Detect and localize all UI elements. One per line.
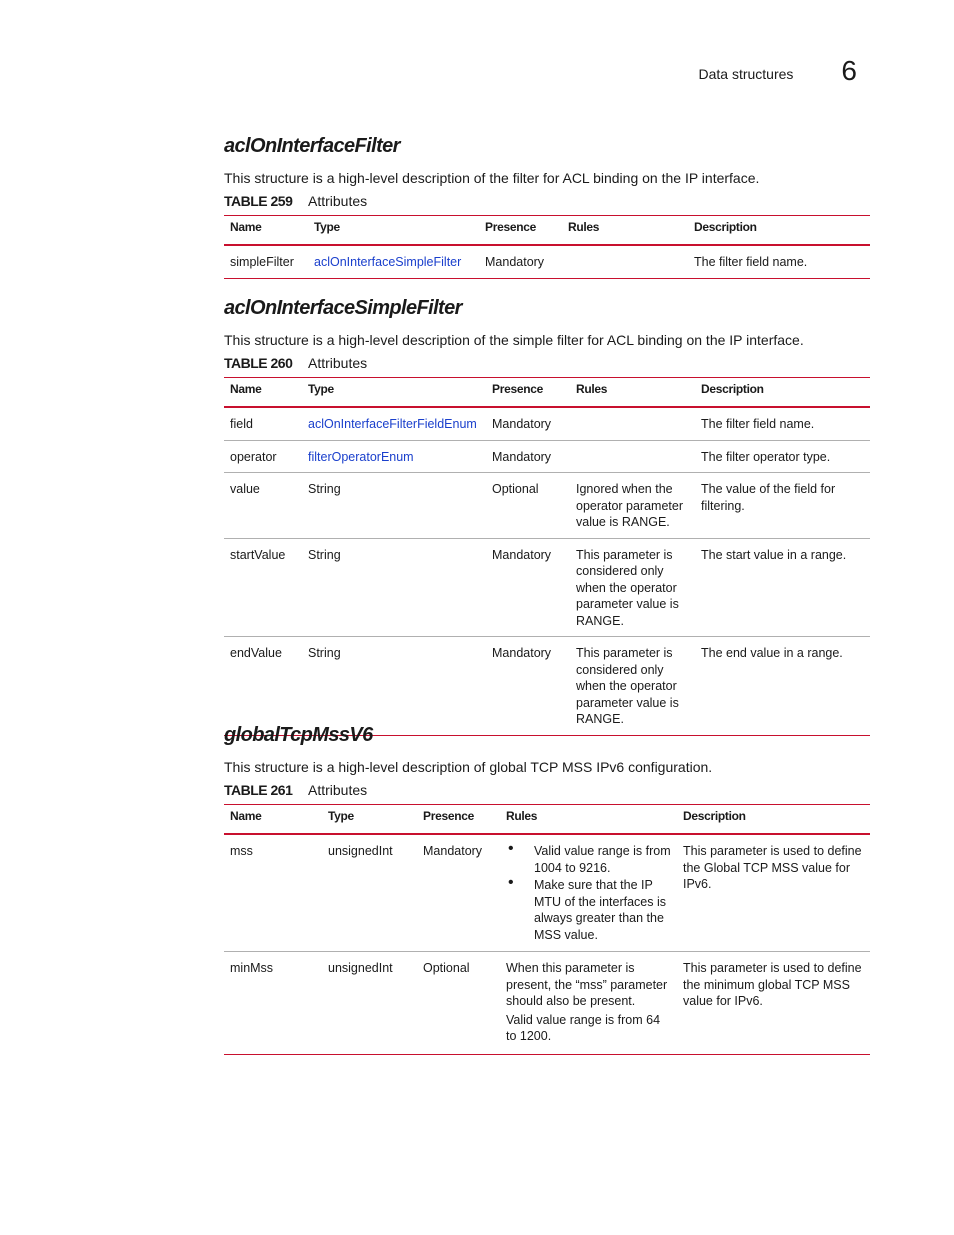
table-header-row [224,805,870,835]
column-header: Presence [479,216,562,246]
cell-type-link[interactable]: aclOnInterfaceFilterFieldEnum [302,407,486,440]
table-row [224,245,870,278]
attributes-table [224,804,870,1055]
column-header: Description [695,378,870,408]
table-row [224,952,870,1055]
table-row [224,473,870,539]
cell-presence: Optional [417,952,500,1055]
cell-name: value [224,473,302,539]
chapter-number: 6 [841,55,857,86]
attributes-table [224,215,870,279]
cell-name: field [224,407,302,440]
cell-rules [562,245,688,278]
cell-presence: Mandatory [486,407,570,440]
cell-type-link[interactable]: aclOnInterfaceSimpleFilter [308,245,479,278]
page-header [698,56,857,86]
section-title: globalTcpMssV6 [224,724,373,746]
cell-presence: Optional [486,473,570,539]
column-header: Description [677,805,870,835]
table-row [224,637,870,736]
attributes-table [224,377,870,736]
cell-presence: Mandatory [486,538,570,637]
column-header: Name [224,805,322,835]
table-caption-text: Attributes [308,193,368,209]
table-caption-text: Attributes [308,782,368,798]
table-caption [224,354,870,372]
section-acl-on-interface-simple-filter [224,295,870,736]
section-description: This structure is a high-level description of the filter for ACL binding on the IP interface. [224,170,760,186]
cell-name: mss [224,834,322,952]
column-header: Presence [486,378,570,408]
cell-rules: Ignored when the operator parameter value is RANGE. [570,473,695,539]
column-header: Presence [417,805,500,835]
cell-rules: This parameter is considered only when the operator parameter value is RANGE. [570,637,695,736]
table-header-row [224,378,870,408]
cell-name: startValue [224,538,302,637]
cell-name: operator [224,440,302,473]
table-row [224,834,870,952]
cell-type: unsignedInt [322,834,417,952]
table-row [224,440,870,473]
cell-rules: This parameter is considered only when the operator parameter value is RANGE. [570,538,695,637]
header-title: Data structures [698,66,794,82]
cell-presence: Mandatory [486,440,570,473]
table-row [224,538,870,637]
section-description: This structure is a high-level description of global TCP MSS IPv6 configuration. [224,759,713,775]
cell-description: The end value in a range. [695,637,870,736]
cell-rules [570,407,695,440]
column-header: Name [224,378,302,408]
cell-description: The start value in a range. [695,538,870,637]
table-number: TABLE 259 [224,193,293,209]
table-caption-text: Attributes [308,355,368,371]
section-title: aclOnInterfaceFilter [224,135,400,157]
column-header: Description [688,216,870,246]
cell-rules [500,952,677,1055]
table-caption [224,192,870,210]
cell-type: String [302,637,486,736]
rules-paragraph: When this parameter is present, the “mss” parameter should also be present. [506,961,668,1008]
section-description: This structure is a high-level description of the simple filter for ACL binding on the IP interface. [224,332,804,348]
cell-presence: Mandatory [479,245,562,278]
table-caption [224,781,870,799]
cell-type: String [302,473,486,539]
cell-name: endValue [224,637,302,736]
cell-description: This parameter is used to define the minimum global TCP MSS value for IPv6. [677,952,870,1055]
cell-rules [570,440,695,473]
column-header: Type [308,216,479,246]
table-row [224,407,870,440]
table-number: TABLE 260 [224,355,293,371]
section-global-tcp-mss-v6 [224,722,870,1055]
table-number: TABLE 261 [224,782,293,798]
cell-rules [500,834,677,952]
cell-type: unsignedInt [322,952,417,1055]
cell-name: simpleFilter [224,245,308,278]
cell-description: The filter field name. [695,407,870,440]
rules-bullet-list [506,843,671,943]
cell-description: The value of the field for filtering. [695,473,870,539]
section-acl-on-interface-filter [224,133,870,279]
cell-presence: Mandatory [417,834,500,952]
table-header-row [224,216,870,246]
rules-paragraph: Valid value range is from 64 to 1200. [506,1012,661,1043]
cell-type: String [302,538,486,637]
cell-presence: Mandatory [486,637,570,736]
cell-name: minMss [224,952,322,1055]
rules-bullet-item: • Make sure that the IP MTU of the interfaces is always greater than the MSS value. [506,877,671,943]
column-header: Rules [570,378,695,408]
cell-description: The filter operator type. [695,440,870,473]
section-title: aclOnInterfaceSimpleFilter [224,297,462,319]
cell-type-link[interactable]: filterOperatorEnum [302,440,486,473]
rules-bullet-item: • Valid value range is from 1004 to 9216. [506,843,671,876]
column-header: Rules [500,805,677,835]
column-header: Rules [562,216,688,246]
column-header: Type [322,805,417,835]
column-header: Name [224,216,308,246]
cell-description: The filter field name. [688,245,870,278]
cell-description: This parameter is used to define the Global TCP MSS value for IPv6. [677,834,870,952]
column-header: Type [302,378,486,408]
